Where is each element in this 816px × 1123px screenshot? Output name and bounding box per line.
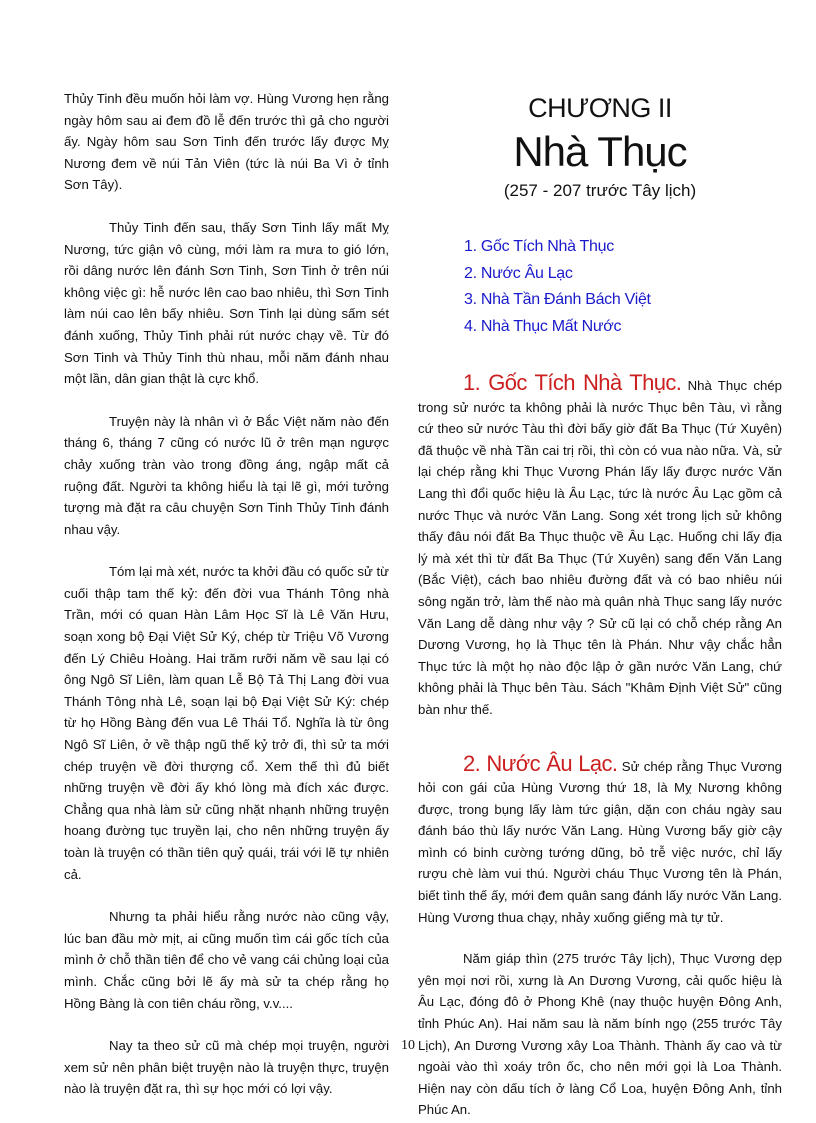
paragraph: Thủy Tinh đến sau, thấy Sơn Tinh lấy mất Mỵ Nương, tức giận vô cùng, mới làm ra mưa to gió lớn, rồi dâng nước lên đánh Sơn Tinh, Sơn Tinh ở trên núi không việc gì: hễ nước lên cao bao nhiêu, thì Sơn Tinh làm núi cao lên bấy nhiêu. Sơn Tinh lại dùng sấm sét đánh xuống, Thủy Tinh phải rút nước chạy về. Từ đó Sơn Tinh và Thủy Tinh thù nhau, mỗi năm đánh nhau một lần, dân gian thật là cực khổ.: [64, 219, 389, 387]
section-paragraph: [418, 750, 782, 929]
chapter-title: Nhà Thục: [513, 128, 687, 175]
section-paragraph: Năm giáp thìn (275 trước Tây lịch), Thục Vương dẹp yên mọi nơi rồi, xưng là An Dương Vương, cải quốc hiệu là Âu Lạc, đóng đô ở Phong Khê (nay thuộc huyện Đông Anh, tỉnh Phúc An). Hai năm sau là năm bính ngọ (255 trước Tây Lịch), An Dương Vương xây Loa Thành. Thành ấy cao và từ ngoài vào thì xoáy trôn ốc, cho nên mới gọi là Loa Thành. Hiện nay còn dấu tích ở làng Cổ Loa, huyện Đông Anh, tỉnh Phúc An.: [418, 951, 782, 1118]
paragraph: Tóm lại mà xét, nước ta khởi đầu có quốc sử từ cuối thập tam thế kỷ: đến đời vua Thánh Tông nhà Trần, mới có quan Hàn Lâm Học Sĩ là Lê Văn Hưu, soạn xong bộ Đại Việt Sử Ký, chép từ Triệu Võ Vương đến Lý Chiêu Hoàng. Hai trăm rưỡi năm về sau lại có ông Ngô Sĩ Liên, làm quan Lễ Bộ Tả Thị Lang đời vua Thánh Tông nhà Lê, soạn lại bộ Đại Việt Sử Ký: chép từ họ Hồng Bàng đến vua Lê Thái Tổ. Nghĩa là từ ông Ngô Sĩ Liên, ở về thập ngũ thế kỷ trở đi, thì sử ta mới chép truyện về đời thượng cổ. Xem thế thì đủ biết những truyện về đời ấy khó lòng mà đích xác được. Chẳng qua nhà làm sử cũng nhặt nhạnh những truyện hoang đường tục truyền lại, cho nên những truyện ấy toàn là truyện có thần tiên quỷ quái, trái với lẽ tự nhiên cả.: [64, 564, 389, 882]
table-of-contents: [464, 234, 782, 340]
section-au-lac: [418, 750, 782, 1122]
paragraph: Thủy Tinh đều muốn hỏi làm vợ. Hùng Vương hẹn rằng ngày hôm sau ai đem đồ lễ đến trước thì gả cho người ấy. Ngày hôm sau Sơn Tinh đến trước lấy được Mỵ Nương đem về núi Tản Viên (tức là núi Ba Vì ở tỉnh Sơn Tây).: [64, 91, 389, 193]
chapter-heading: [418, 90, 782, 204]
section-text: Sử chép rằng Thục Vương hỏi con gái của Hùng Vương thứ 18, là Mỵ Nương không được, trong bụng lấy làm tức giận, dặn con cháu ngày sau đánh báo thù lấy nước Văn Lang. Hùng Vương bấy giờ cậy mình có binh cường tướng dũng, bỏ trễ việc nước, chỉ lấy rượu chè làm vui thú. Người cháu Thục Vương tên là Phán, biết tình thế ấy, mới đem quân sang đánh lấy nước Văn Lang. Hùng Vương thua chạy, nhảy xuống giếng mà tự tử.: [418, 758, 782, 925]
toc-item[interactable]: 4. Nhà Thục Mất Nước: [464, 317, 622, 335]
toc-item[interactable]: 1. Gốc Tích Nhà Thục: [464, 238, 614, 255]
toc-item[interactable]: 3. Nhà Tần Đánh Bách Việt: [464, 291, 651, 308]
section-paragraph: [418, 372, 782, 721]
paragraph: Nhưng ta phải hiểu rằng nước nào cũng vậy, lúc ban đầu mờ mịt, ai cũng muốn tìm cái gốc tích của mình ở chỗ thần tiên để cho vẻ vang cái chủng loại của mình. Chắc cũng bởi lẽ ấy mà sử ta chép rằng họ Hồng Bàng là con tiên cháu rồng, v.v....: [64, 909, 389, 1011]
toc-item[interactable]: 2. Nước Âu Lạc: [464, 264, 573, 282]
section-text: Nhà Thục chép trong sử nước ta không phải là nước Thục bên Tàu, vì rằng cứ theo sử nước Tàu thì đời bấy giờ đất Ba Thục (Tứ Xuyên) đã thuộc về nhà Tần cai trị rồi, thì còn có vua nào nữa. Và, sử lại chép rằng khi Thục Vương Phán lấy lấy được nước Văn Lang thì đổi quốc hiệu là Âu Lạc, tức là nước Âu Lạc gồm cả nước Thục và nước Văn Lang. Song xét trong lịch sử không thấy đâu nói đất Ba Thục thuộc về Âu Lạc. Huống chi lấy địa lý mà xét thì từ đất Ba Thục (Tứ Xuyên) sang đến Văn Lang (Bắc Việt), cách bao nhiêu đường đất và có bao nhiêu núi sông ngăn trở, làm thế nào mà quân nhà Thục sang lấy nước Văn Lang dễ dàng như vậy ? Sử cũ lại có chỗ chép rằng An Dương Vương, họ là Thục tên là Phán. Như vậy chắc hẳn Thục tức là một họ nào độc lập ở gần nước Văn Lang, chứ không phải là Thục bên Tàu. Sách "Khâm Định Việt Sử" cũng bàn như thế.: [418, 378, 782, 717]
chapter-dates: (257 - 207 trước Tây lịch): [503, 181, 697, 200]
section-heading: 1. Gốc Tích Nhà Thục.: [463, 370, 682, 395]
chapter-number: CHƯƠNG II: [528, 93, 672, 123]
left-column: [64, 88, 389, 1121]
paragraph: Truyện này là nhân vì ở Bắc Việt năm nào đến tháng 6, tháng 7 cũng có nước lũ ở trên mạn ngược chảy xuống tràn vào trong đồng áng, ngập mất cả ruộng đất. Người ta không hiểu là tại lẽ gì, mới tưởng tượng mà đặt ra câu chuyện Sơn Tinh Thủy Tinh đánh nhau vậy.: [64, 413, 389, 537]
section-goc-tich: [418, 372, 782, 721]
right-column: [418, 88, 782, 1121]
section-heading: 2. Nước Âu Lạc.: [463, 750, 618, 776]
page-number: 10: [401, 1038, 415, 1053]
paragraph: Nay ta theo sử cũ mà chép mọi truyện, người xem sử nên phân biệt truyện nào là truyện thực, truyện nào là truyện đặt ra, thì sự học mới có lợi vậy.: [64, 1038, 389, 1097]
